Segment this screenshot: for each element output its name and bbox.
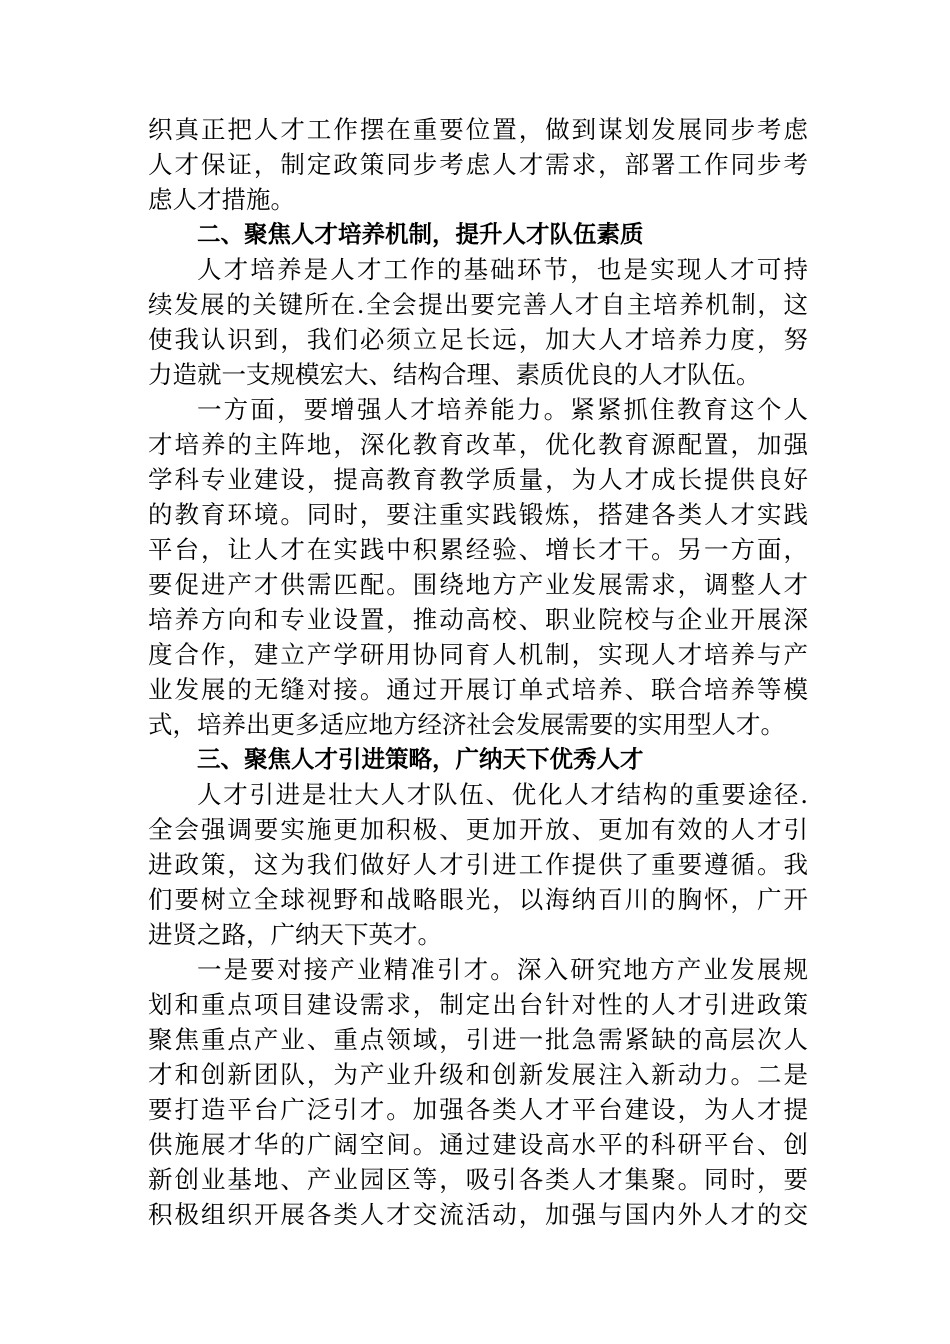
paragraph-line: 业发展的无缝对接。通过开展订单式培养、联合培养等模: [148, 675, 808, 704]
paragraph-line: 要打造平台广泛引才。加强各类人才平台建设，为人才提: [148, 1095, 808, 1124]
paragraph-line: 要促进产才供需匹配。围绕地方产业发展需求，调整人才: [148, 570, 808, 599]
paragraph-line: 人才培养是人才工作的基础环节，也是实现人才可持: [197, 255, 808, 284]
paragraph-line: 积极组织开展各类人才交流活动，加强与国内外人才的交: [148, 1200, 808, 1229]
paragraph-line: 平台，让人才在实践中积累经验、增长才干。另一方面，: [148, 535, 808, 564]
paragraph-line: 人才引进是壮大人才队伍、优化人才结构的重要途径.: [197, 780, 808, 809]
section-heading: 三、聚焦人才引进策略，广纳天下优秀人才: [197, 745, 644, 773]
paragraph-line: 划和重点项目建设需求，制定出台针对性的人才引进政策: [148, 990, 808, 1019]
paragraph-line: 才培养的主阵地，深化教育改革，优化教育源配置，加强: [148, 430, 808, 459]
paragraph-line: 培养方向和专业设置，推动高校、职业院校与企业开展深: [148, 605, 808, 634]
paragraph-line: 力造就一支规模宏大、结构合理、素质优良的人才队伍。: [148, 360, 761, 389]
paragraph-line: 的教育环境。同时，要注重实践锻炼，搭建各类人才实践: [148, 500, 808, 529]
paragraph-line: 使我认识到，我们必须立足长远，加大人才培养力度，努: [148, 325, 808, 354]
paragraph-line: 一方面，要增强人才培养能力。紧紧抓住教育这个人: [197, 395, 808, 424]
paragraph-line: 才和创新团队，为产业升级和创新发展注入新动力。二是: [148, 1060, 808, 1089]
paragraph-line: 进政策，这为我们做好人才引进工作提供了重要遵循。我: [148, 850, 808, 879]
section-heading: 二、聚焦人才培养机制，提升人才队伍素质: [197, 220, 644, 248]
paragraph-line: 供施展才华的广阔空间。通过建设高水平的科研平台、创: [148, 1130, 808, 1159]
paragraph-line: 一是要对接产业精准引才。深入研究地方产业发展规: [197, 955, 808, 984]
paragraph-line: 度合作，建立产学研用协同育人机制，实现人才培养与产: [148, 640, 808, 669]
paragraph-line: 进贤之路，广纳天下英才。: [148, 920, 442, 949]
paragraph-line: 续发展的关键所在.全会提出要完善人才自主培养机制，这: [148, 290, 808, 319]
paragraph-line: 学科专业建设，提高教育教学质量，为人才成长提供良好: [148, 465, 808, 494]
document-page: [148, 112, 808, 1232]
paragraph-line: 织真正把人才工作摆在重要位置，做到谋划发展同步考虑: [148, 115, 808, 144]
paragraph-line: 式，培养出更多适应地方经济社会发展需要的实用型人才。: [148, 710, 785, 739]
paragraph-line: 虑人才措施。: [148, 185, 295, 214]
paragraph-line: 人才保证，制定政策同步考虑人才需求，部署工作同步考: [148, 150, 808, 179]
paragraph-line: 全会强调要实施更加积极、更加开放、更加有效的人才引: [148, 815, 808, 844]
paragraph-line: 聚焦重点产业、重点领域，引进一批急需紧缺的高层次人: [148, 1025, 808, 1054]
paragraph-line: 们要树立全球视野和战略眼光，以海纳百川的胸怀，广开: [148, 885, 808, 914]
paragraph-line: 新创业基地、产业园区等，吸引各类人才集聚。同时，要: [148, 1165, 808, 1194]
